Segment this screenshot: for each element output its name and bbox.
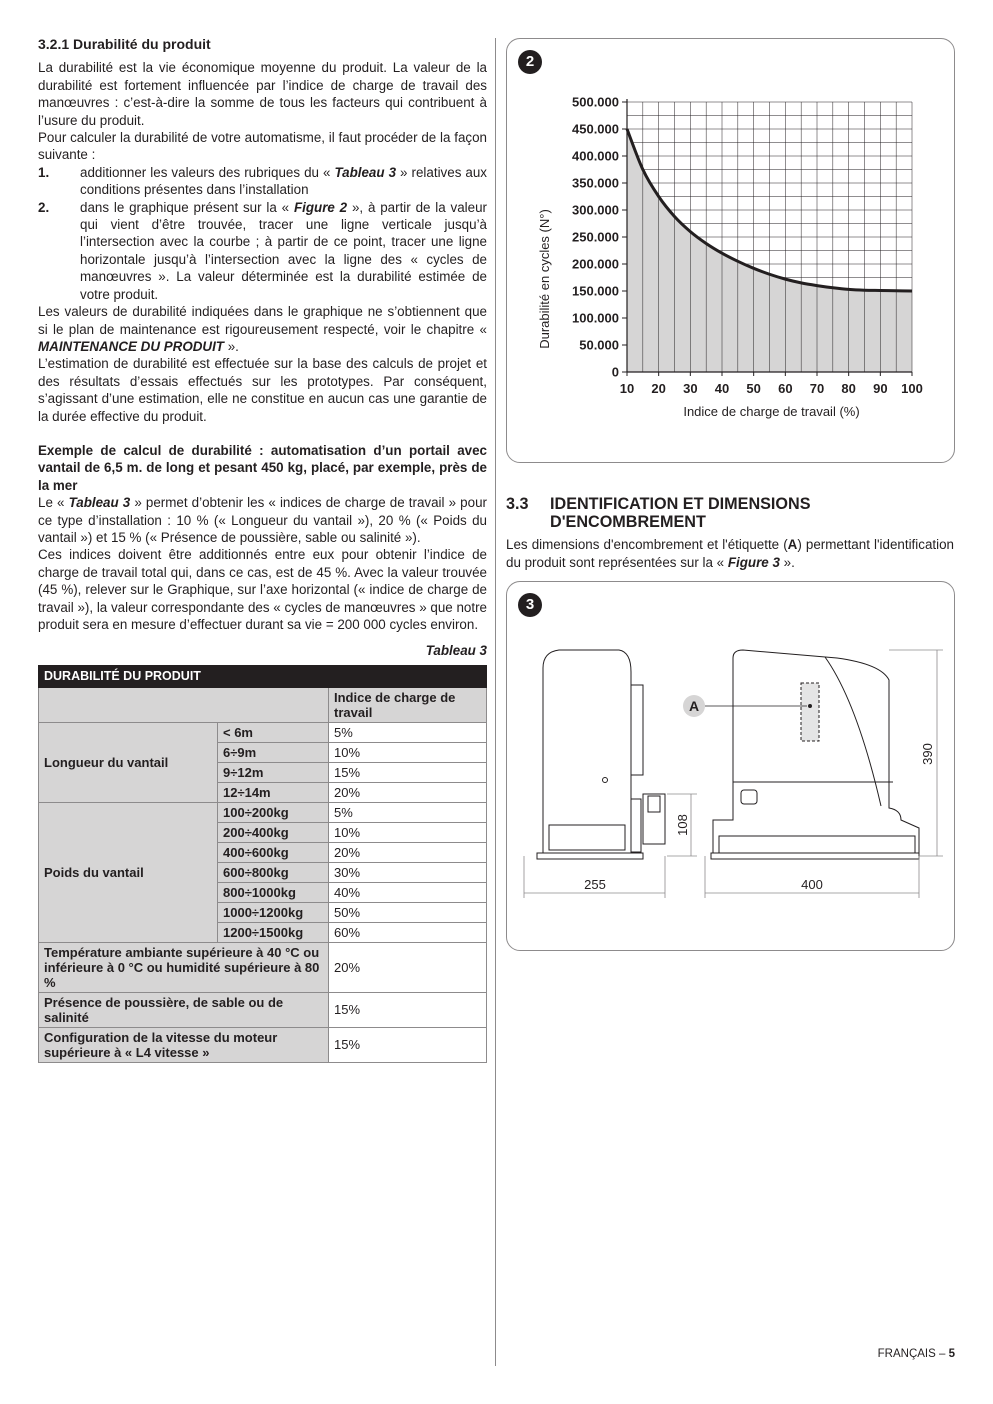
table-cell: 400÷600kg [218, 842, 329, 862]
screw-icon [603, 778, 608, 783]
y-tick-label: 50.000 [579, 337, 619, 353]
y-tick-label: 300.000 [572, 202, 619, 218]
table-cell: Configuration de la vitesse du moteur supérieure à « L4 vitesse » [39, 1027, 329, 1062]
table-cell: Présence de poussière, de sable ou de salinité [39, 992, 329, 1027]
figure-reference: Figure 3 [727, 555, 780, 570]
x-tick-label: 10 [619, 381, 635, 396]
table-cell: Température ambiante supérieure à 40 °C ou inférieure à 0 °C ou humidité supérieure à 80 % [39, 942, 329, 992]
table-cell: 800÷1000kg [218, 882, 329, 902]
label-reference: A [787, 537, 798, 552]
table-reference: Tableau 3 [334, 164, 397, 180]
x-tick-label: 80 [841, 381, 856, 396]
paragraph: Ces indices doivent être additionnés entre eux pour obtenir l’indice de charge de travail total qui, dans ce cas, est de 45 %. Avec la valeur trouvée (45 %), relever sur le Graphique, sur l’axe horizontal (« indice de charge de travail »), la valeur correspondante des « cycles de manœuvres » que notre produit sera en mesure d’effectuer durant sa vie = 200 000 cycles environ. [38, 547, 487, 632]
table-caption: Tableau 3 [425, 643, 487, 659]
x-tick-label: 20 [651, 381, 666, 396]
table-cell: 200÷400kg [218, 822, 329, 842]
table-cell: 1200÷1500kg [218, 922, 329, 942]
chart-y-ticks [572, 95, 627, 380]
table-cell: 15% [329, 762, 487, 782]
paragraph: Les valeurs de durabilité indiquées dans le graphique ne s’obtiennent que si le plan de maintenance est rigoureusement respecté, voir le chapitre « MAINTENANCE DU PRODUIT ». [38, 304, 487, 354]
table-cell: 20% [329, 942, 487, 992]
y-tick-label: 150.000 [572, 283, 619, 299]
paragraph: Les dimensions d'encombrement et l'étiquette (A) permettant l'identification du produit sont représentées sur la « Figure 3 ». [506, 537, 954, 570]
table-cell: 10% [329, 822, 487, 842]
dim-width-side: 255 [584, 877, 606, 892]
column-divider [495, 38, 496, 1366]
y-tick-label: 400.000 [572, 148, 619, 164]
figure-2-panel [506, 38, 955, 463]
foundation-plate-side [537, 853, 643, 859]
y-tick-label: 250.000 [572, 229, 619, 245]
page-number: 5 [948, 1348, 955, 1360]
motor-base-side [549, 825, 625, 850]
motor-side-bracket [631, 685, 643, 775]
column-header: Indice de charge de travail [329, 687, 487, 722]
table-row [39, 992, 487, 1027]
y-tick-label: 200.000 [572, 256, 619, 272]
table-cell: 9÷12m [218, 762, 329, 782]
table-cell: 6÷9m [218, 742, 329, 762]
list-item: 1. additionner les valeurs des rubriques du « Tableau 3 » relatives aux conditions présentes dans l’installation [38, 164, 487, 198]
dimensions-drawing [507, 582, 954, 950]
label-pointer-dot [808, 704, 812, 708]
x-tick-label: 40 [714, 381, 730, 396]
dim-total-height: 390 [920, 743, 935, 765]
example-heading: Exemple de calcul de durabilité : automatisation d’un portail avec vantail de 6,5 m. de long et pesant 450 kg, placé, par exemple, près de la mer [38, 442, 487, 493]
chart-x-ticks [620, 372, 923, 396]
row-group-label: Poids du vantail [39, 802, 218, 942]
y-tick-label: 500.000 [572, 94, 619, 110]
table-row [39, 942, 487, 992]
table-cell: 40% [329, 882, 487, 902]
chart-x-label: Indice de charge de travail (%) [683, 404, 860, 419]
table-cell: < 6m [218, 722, 329, 742]
table-row [39, 722, 487, 742]
x-tick-label: 90 [873, 381, 888, 396]
figure-badge: 3 [518, 593, 542, 617]
table-cell: 60% [329, 922, 487, 942]
label-a-text: A [688, 698, 700, 714]
list-item: 2. dans le graphique présent sur la « Figure 2 », à partir de la valeur qui vient d’être trouvée, tracer une ligne verticale jusqu’à l’intersection avec la courbe ; à partir de ce point, tracer une ligne horizontale jusqu’à l’intersection avec la ligne des « cycles de manœuvres ». La valeur déterminée est la durabilité estimée de votre produit. [38, 199, 488, 302]
motor-front-view [713, 650, 919, 856]
table-cell: 15% [329, 992, 487, 1027]
left-column [38, 36, 487, 1063]
steps-list [38, 164, 487, 303]
table-cell: 20% [329, 842, 487, 862]
release-lock-icon [741, 790, 757, 804]
section-number: 3.3 [506, 495, 529, 513]
list-number: 2. [38, 199, 50, 215]
table-reference: Tableau 3 [68, 495, 131, 511]
section-heading: 3.3 IDENTIFICATION ET DIMENSIONS D'ENCOMBREMENT [506, 495, 811, 531]
y-tick-label: 350.000 [572, 175, 619, 191]
table-cell: 10% [329, 742, 487, 762]
table-cell: 1000÷1200kg [218, 902, 329, 922]
x-tick-label: 70 [809, 381, 825, 396]
list-number: 1. [38, 164, 50, 180]
x-tick-label: 60 [778, 381, 793, 396]
chapter-reference: MAINTENANCE DU PRODUIT [38, 338, 224, 354]
dim-width-front: 400 [801, 877, 823, 892]
section-heading: 3.2.1 Durabilité du produit [38, 36, 211, 52]
table-cell: 15% [329, 1027, 487, 1062]
table-cell: 30% [329, 862, 487, 882]
table-cell: 100÷200kg [218, 802, 329, 822]
chart-y-label: Durabilité en cycles (N°) [537, 209, 552, 349]
page-footer: FRANÇAIS – 5 [877, 1348, 955, 1360]
table-cell: 12÷14m [218, 782, 329, 802]
durability-chart [507, 39, 954, 462]
table-cell: 50% [329, 902, 487, 922]
dim-pinion-height: 108 [675, 814, 690, 836]
table-row [39, 802, 487, 822]
table-title: DURABILITÉ DU PRODUIT [39, 665, 487, 687]
paragraph: La durabilité est la vie économique moyenne du produit. La valeur de la durabilité est fortement influencée par l’indice de charge de travail des manœuvres : c’est-à-dire la somme de tous les facteurs qui contribuent à l’usure du produit. [38, 60, 487, 128]
y-tick-label: 100.000 [572, 310, 619, 326]
durability-table [38, 665, 487, 1063]
foundation-plate-front [711, 853, 919, 859]
x-tick-label: 30 [683, 381, 698, 396]
pinion [648, 796, 660, 812]
row-group-label: Longueur du vantail [39, 722, 218, 802]
x-tick-label: 100 [901, 381, 923, 396]
paragraph: Le « Tableau 3 » permet d’obtenir les « indices de charge de travail » pour ce type d’installation : 10 % (« Longueur du vantail »), 20 % (« Poids du vantail ») et 15 % (« Présence de poussière, sable ou salinité »). [38, 495, 487, 545]
table-cell: 600÷800kg [218, 862, 329, 882]
id-label-area [801, 683, 819, 741]
y-tick-label: 0 [611, 364, 619, 380]
motor-side-plate [631, 799, 641, 852]
table-cell: 5% [329, 722, 487, 742]
paragraph: L’estimation de durabilité est effectuée sur la base des calculs de projet et des résultats d’essais effectués sur les prototypes. Par conséquent, s’agissant d’une estimation, elle ne constitue en aucun cas une garantie de la durée effective du produit. [38, 356, 487, 424]
x-tick-label: 50 [746, 381, 761, 396]
table-cell: 20% [329, 782, 487, 802]
paragraph: Pour calculer la durabilité de votre automatisme, il faut procéder de la façon suivante : [38, 130, 487, 163]
figure-reference: Figure 2 [293, 199, 348, 215]
table-row [39, 1027, 487, 1062]
figure-3-panel [506, 581, 955, 951]
y-tick-label: 450.000 [572, 121, 619, 137]
table-cell: 5% [329, 802, 487, 822]
figure-badge: 2 [518, 50, 542, 74]
